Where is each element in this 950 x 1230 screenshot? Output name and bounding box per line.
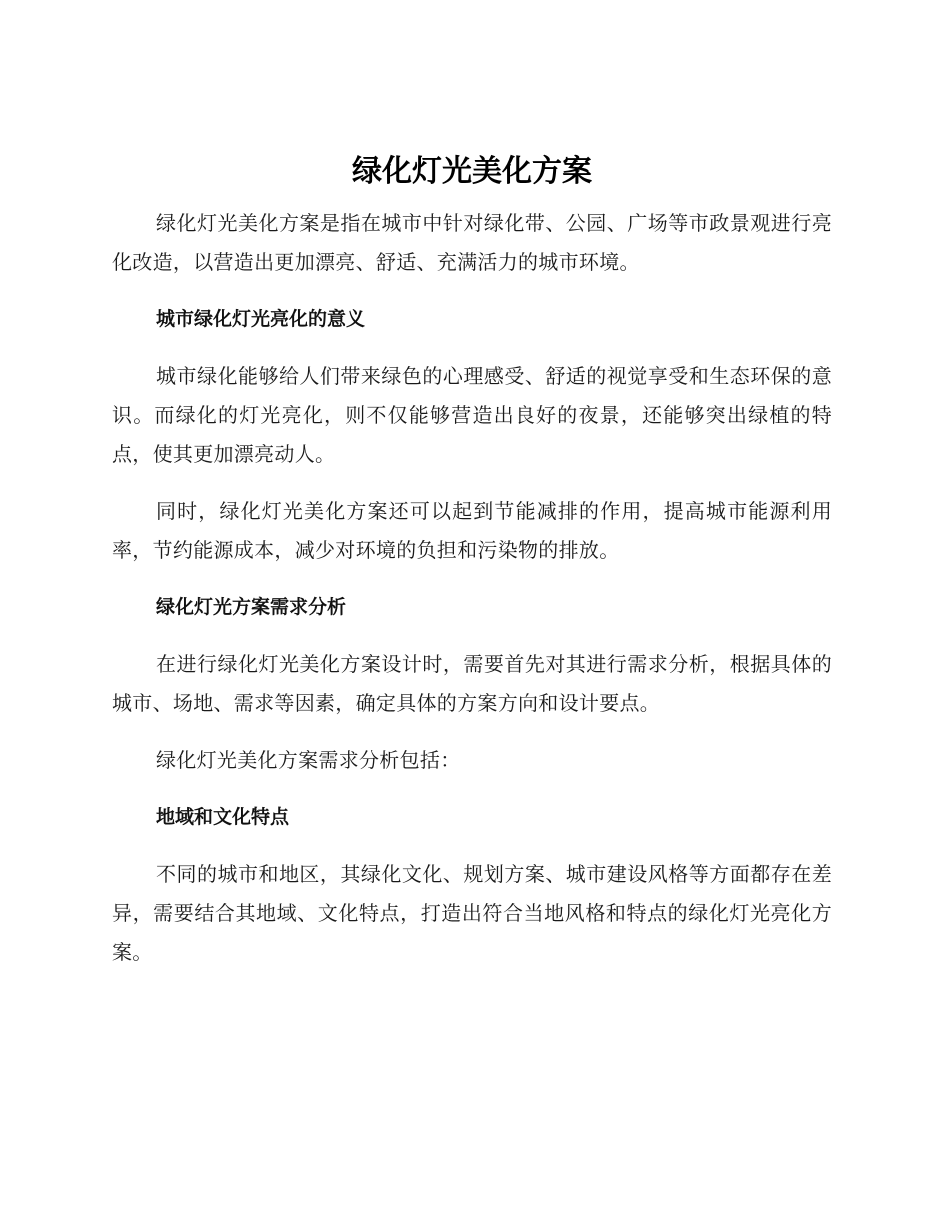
paragraph-regional-culture: 不同的城市和地区，其绿化文化、规划方案、城市建设风格等方面都存在差异，需要结合其地域、文化特点，打造出符合当地风格和特点的绿化灯光亮化方案。 — [112, 862, 832, 964]
paragraph-requirements-2: 绿化灯光美化方案需求分析包括： — [156, 748, 461, 772]
paragraph-significance-1: 城市绿化能够给人们带来绿色的心理感受、舒适的视觉享受和生态环保的意识。而绿化的灯光亮化，则不仅能够营造出良好的夜景，还能够突出绿植的特点，使其更加漂亮动人。 — [112, 364, 832, 466]
document-title: 绿化灯光美化方案 — [352, 154, 592, 189]
section-heading-significance: 城市绿化灯光亮化的意义 — [156, 308, 366, 330]
paragraph-requirements-1: 在进行绿化灯光美化方案设计时，需要首先对其进行需求分析，根据具体的城市、场地、需求等因素，确定具体的方案方向和设计要点。 — [112, 652, 832, 715]
intro-paragraph: 绿化灯光美化方案是指在城市中针对绿化带、公园、广场等市政景观进行亮化改造，以营造出更加漂亮、舒适、充满活力的城市环境。 — [112, 211, 832, 274]
section-heading-requirements: 绿化灯光方案需求分析 — [156, 596, 347, 618]
paragraph-significance-2: 同时，绿化灯光美化方案还可以起到节能减排的作用，提高城市能源利用率，节约能源成本，减少对环境的负担和污染物的排放。 — [112, 499, 832, 562]
section-heading-regional-culture: 地域和文化特点 — [156, 806, 290, 828]
document-page — [112, 146, 832, 990]
